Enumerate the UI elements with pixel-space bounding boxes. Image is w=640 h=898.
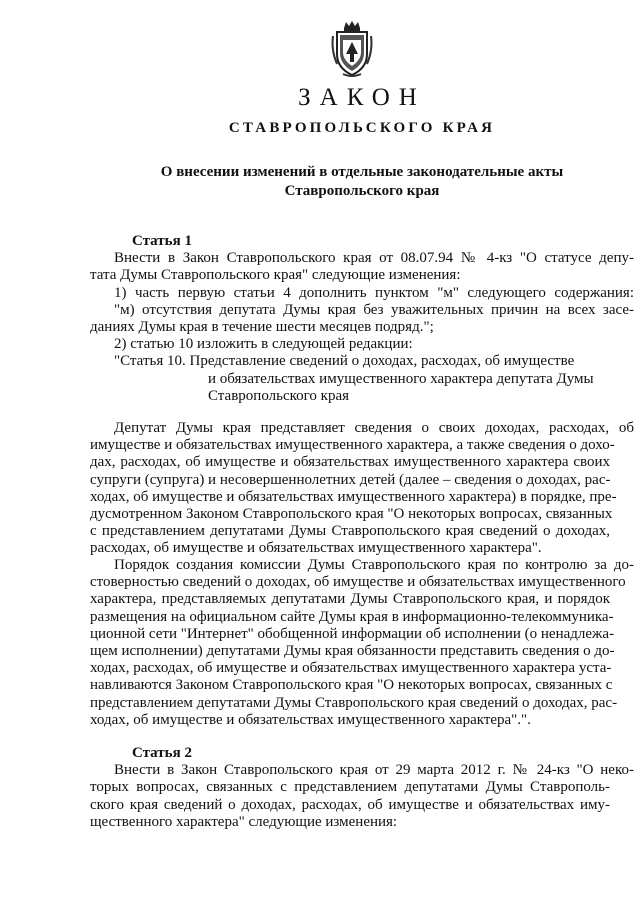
text-line: характера, представляемых депутатами Думы Ставропольского края, и порядок bbox=[90, 591, 610, 608]
text-line: торых вопросах, связанных с представлением депутатами Думы Ставрополь- bbox=[90, 779, 610, 796]
text-line: даниях Думы края в течение шести месяцев подряд."; bbox=[90, 318, 434, 335]
text-line: дах, расходах, об имуществе и обязательствах имущественного характера своих bbox=[90, 454, 610, 471]
text-line: ходах, расходах, об имуществе и обязательствах имущественного характера уста- bbox=[90, 660, 612, 677]
document-heading bbox=[0, 163, 640, 201]
heading-line: О внесении изменений в отдельные законодательные акты bbox=[160, 164, 564, 180]
text-line: расходах, об имуществе и обязательствах имущественного характера". bbox=[90, 540, 542, 557]
text-line: "Статья 10. Представление сведений о доходах, расходах, об имуществе bbox=[114, 353, 575, 370]
text-line: и обязательствах имущественного характера депутата Думы bbox=[208, 370, 594, 387]
text-line: Депутат Думы края представляет сведения о своих доходах, расходах, об bbox=[114, 420, 634, 436]
law-subtitle: СТАВРОПОЛЬСКОГО КРАЯ bbox=[228, 120, 496, 136]
article-1 bbox=[90, 233, 634, 405]
article-2 bbox=[90, 745, 634, 831]
article-2-title: Статья 2 bbox=[132, 745, 192, 761]
text-line: Ставропольского края bbox=[208, 387, 349, 404]
text-line: с представлением депутатами Думы Ставропольского края сведений о доходах, bbox=[90, 523, 610, 540]
text-line: ционной сети "Интернет" обобщенной информации об исполнении (о ненадлежа- bbox=[90, 625, 615, 642]
paragraph-2 bbox=[90, 557, 634, 729]
text-line: ского края сведений о доходах, расходах, об имуществе и обязательствах иму- bbox=[90, 796, 610, 813]
text-line: представлением депутатами Думы Ставропольского края сведений о доходах, рас- bbox=[90, 694, 618, 711]
text-line: "м) отсутствия депутата Думы края без уважительных причин на всех засе- bbox=[114, 301, 634, 318]
heading-line: Ставропольского края bbox=[284, 183, 440, 199]
coat-of-arms-icon bbox=[329, 20, 375, 78]
text-line: Внести в Закон Ставропольского края от 08.07.94 № 4-кз "О статусе депу- bbox=[114, 250, 634, 267]
text-line: стоверностью сведений о доходах, об имуществе и обязательствах имущественного bbox=[90, 574, 626, 591]
text-line: Порядок создания комиссии Думы Ставропольского края по контролю за до- bbox=[114, 557, 634, 573]
text-line: Внести в Закон Ставропольского края от 29 марта 2012 г. № 24-кз "О неко- bbox=[114, 762, 634, 779]
text-line: имуществе и обязательствах имущественного характера, а также сведения о дохо- bbox=[90, 437, 615, 454]
text-line: щем исполнении) депутатами Думы края обязанности представить сведения о до- bbox=[90, 642, 615, 659]
paragraph-1 bbox=[90, 420, 634, 558]
text-line: навливаются Законом Ставропольского края "О некоторых вопросах, связанных с bbox=[90, 677, 613, 694]
text-line: тата Думы Ставропольского края" следующие изменения: bbox=[90, 267, 461, 284]
text-line: 1) часть первую статьи 4 дополнить пунктом "м" следующего содержания: bbox=[114, 284, 634, 301]
text-line: дусмотренном Законом Ставропольского края "О некоторых вопросах, связанных bbox=[90, 505, 613, 522]
text-line: щественного характера" следующие изменения: bbox=[90, 813, 398, 830]
text-line: ходах, об имуществе и обязательствах имущественного характера".". bbox=[90, 711, 531, 728]
text-line: 2) статью 10 изложить в следующей редакции: bbox=[114, 336, 413, 353]
law-title: ЗАКОН bbox=[298, 84, 426, 111]
text-line: супруги (супруга) и несовершеннолетних детей (далее – сведения о доходах, рас- bbox=[90, 471, 611, 488]
text-line: размещения на официальном сайте Думы края в информационно-телекоммуника- bbox=[90, 608, 614, 625]
text-line: ходах, об имуществе и обязательствах имущественного характера) в порядке, пре- bbox=[90, 488, 617, 505]
article-1-title: Статья 1 bbox=[132, 233, 192, 249]
